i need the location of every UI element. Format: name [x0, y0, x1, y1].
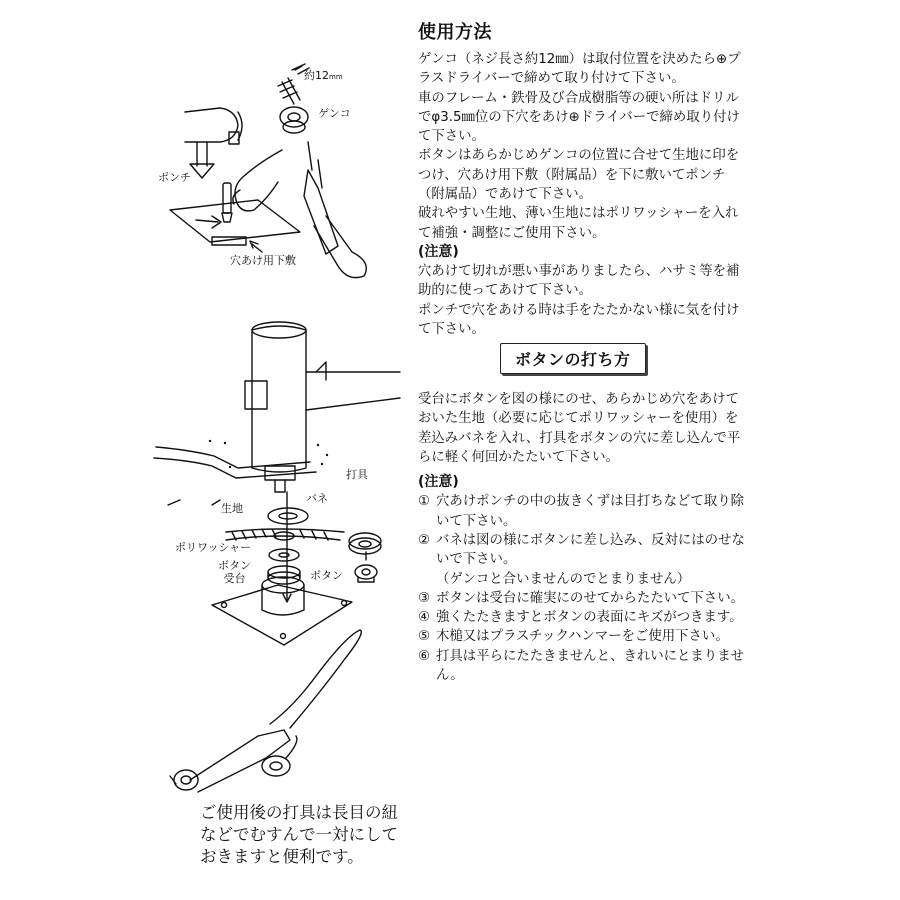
list-item: ⑤ 木槌又はプラスチックハンマーをご使用下さい。: [418, 629, 729, 645]
mallet-icon: [245, 322, 400, 472]
hammer-icon: [185, 108, 242, 144]
button-base-icon: [262, 736, 297, 776]
list-item: ① 穴あけポンチの中の抜きくずは目打ちなどて取り除いて下さい。: [418, 494, 744, 529]
usage-note: 穴あけて切れが悪い事がありましたら、ハサミ等を補助的に使ってあけて下さい。: [418, 263, 740, 299]
usage-paragraph: 車のフレーム・鉄骨及び合成樹脂等の硬い所はドリルでφ3.5㎜位の下穴をあけ⊕ドライバーで締め取り付けて下さい。: [418, 90, 740, 145]
usage-paragraph: 破れやすい生地、薄い生地にはポリワッシャーを入れて補強・調整にご使用下さい。: [418, 206, 739, 241]
arrow-down-icon: [190, 142, 214, 178]
washer-label: ポリワッシャー: [175, 541, 252, 554]
footer-line: などでむすんで一対にして: [200, 825, 398, 844]
length-label: 約12mm: [304, 69, 343, 82]
fabric-label: 生地: [221, 502, 243, 515]
fabric-sheet-icon: [170, 200, 300, 242]
footer-line: おきますと便利です。: [200, 847, 364, 866]
punch-icon: [222, 183, 232, 222]
screwdriver-icon: [304, 142, 366, 278]
base-label: ボタン 受台: [218, 559, 251, 585]
button-back-icon: [355, 565, 377, 582]
button-label: ボタン: [310, 569, 343, 582]
setter-label: 打具: [346, 468, 368, 481]
arrow-icon: [196, 216, 221, 228]
button-front-icon: [349, 533, 381, 554]
setter-tool-icon: [170, 730, 290, 792]
instructions-column: [418, 14, 748, 685]
attach-notes-title: (注意): [418, 474, 459, 491]
list-item: ④ 強くたたきますとボタンの表面にキズがつきます。: [418, 610, 743, 626]
punch-label: ポンチ: [158, 171, 191, 184]
usage-notes-title: (注意): [418, 243, 459, 260]
usage-note: ポンチで穴をあける時は手をたたかない様に気を付けて下さい。: [418, 302, 740, 337]
base-plate-icon: [212, 577, 352, 645]
screw-label: ゲンコ: [318, 107, 351, 120]
attach-paragraph: 受台にボタンを図の様にのせ、あらかじめ穴をあけておいた生地（必要に応じてポリワッシャーを使用）を差込みバネを入れ、打具をボタンの穴に差し込んで平らに軽く何回かたたいて下さい。: [418, 392, 741, 466]
spring-icon: [268, 508, 308, 524]
washer-icon: [269, 549, 299, 561]
footer-caption: [200, 802, 440, 868]
list-item: ③ ボタンは受台に確実にのせてからたたいて下さい。: [418, 590, 744, 606]
usage-paragraph: ボタンはあらかじめゲンコの位置に合せて生地に印をつけ、穴あけ用下敷（附属品）を下に敷いてポンチ（附属品）であけて下さい。: [418, 148, 740, 203]
attach-title: ボタンの打ち方: [500, 343, 646, 374]
spring-label: バネ: [306, 492, 328, 505]
button-icon: [268, 566, 300, 584]
setter-tool-icon: [154, 447, 316, 505]
under-pad-label: 穴あけ用下敷: [230, 254, 296, 267]
list-item: ⑥ 打具は平らにたたきませんと、きれいにとまりません。: [418, 648, 744, 684]
usage-paragraph: ゲンコ（ネジ長さ約12㎜）は取付位置を決めたら⊕プラスドライバーで締めて取り付けて下さい。: [418, 52, 741, 87]
paren-note: （ゲンコと合いませんのでとまりません）: [436, 571, 691, 587]
instruction-illustration: [0, 0, 410, 900]
attach-title-box: [500, 343, 748, 374]
fabric-icon: [226, 529, 344, 540]
usage-title: 使用方法: [418, 22, 492, 43]
footer-line: ご使用後の打具は長目の紐: [200, 803, 398, 822]
list-item: ② バネは図の様にボタンに差し込み、反対にはのせないで下さい。: [418, 532, 745, 568]
